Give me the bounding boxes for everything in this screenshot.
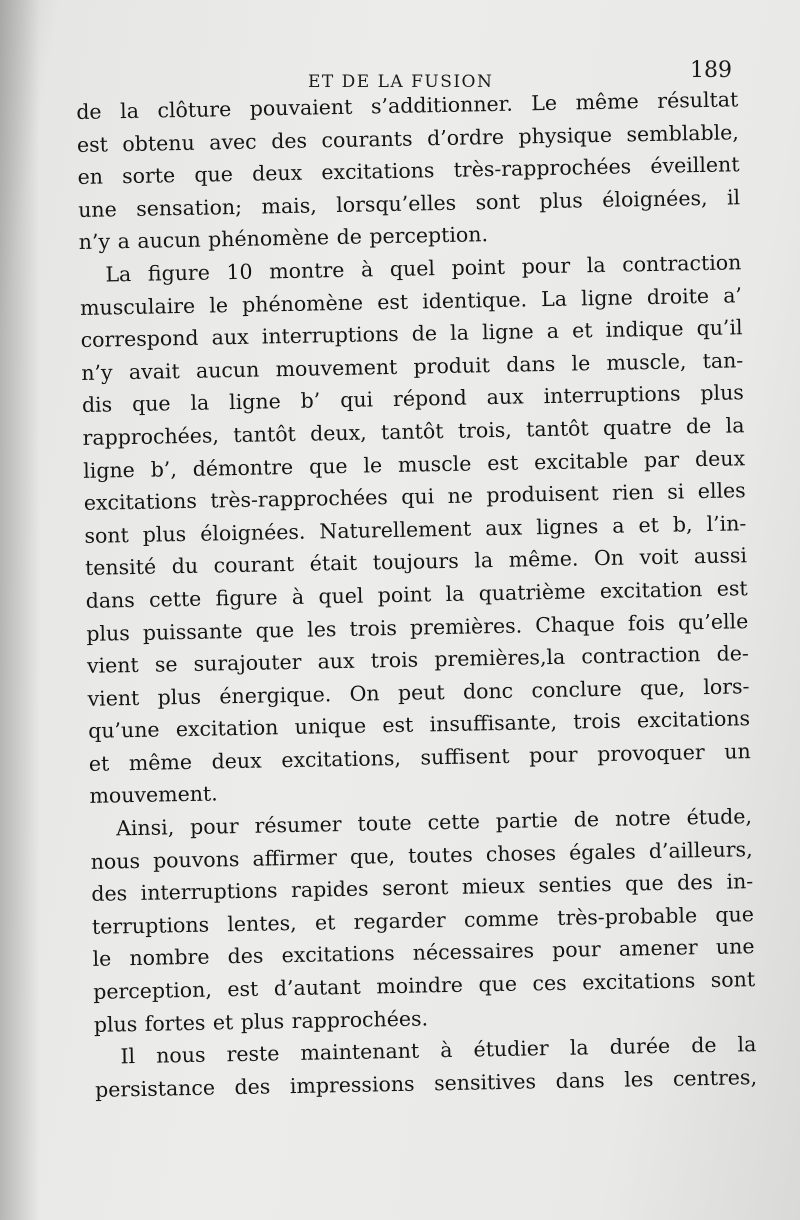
text-line: excitations très-rapprochées qui ne produisent rien si elles [83, 478, 746, 516]
text-line: en sorte que deux excitations très-rapprochées éveillent [77, 152, 740, 190]
text-line: musculaire le phénomène est identique. La ligne droite a’ [79, 282, 743, 320]
text-line: qu’une excitation unique est insuffisante, trois excitations [87, 706, 751, 744]
text-line: dis que la ligne b’ qui répond aux interruptions plus [81, 380, 745, 418]
text-line: n’y avait aucun mouvement produit dans le muscle, tan- [81, 347, 744, 385]
body-text [76, 83, 757, 1106]
text-line: Il nous reste maintenant à étudier la durée de la [120, 1032, 757, 1069]
text-line: tensité du courant était toujours la même. On voit aussi [84, 543, 748, 581]
text-line: rapprochées, tantôt deux, tantôt trois, tantôt quatre de la [82, 413, 745, 450]
text-line: des interruptions rapides seront mieux senties que des in- [91, 869, 754, 907]
text-line: n’y a aucun phénomène de perception. [78, 222, 489, 255]
text-line: terruptions lentes, et regarder comme très-probable que [91, 901, 755, 939]
text-line: vient plus énergique. On peut donc conclure que, lors- [87, 673, 750, 711]
text-line: persistance des impressions sensitives dans les centres, [94, 1064, 758, 1102]
running-title: ET DE LA FUSION [308, 72, 494, 92]
page-gutter-shadow [0, 0, 40, 1220]
text-line: La figure 10 montre à quel point pour la contraction [105, 250, 742, 287]
text-line: Ainsi, pour résumer toute cette partie de notre étude, [115, 804, 753, 841]
text-line: de la clôture pouvaient s’additionner. Le même résultat [76, 87, 739, 124]
text-line: correspond aux interruptions de la ligne a et indique qu’il [80, 315, 743, 353]
text-line: dans cette figure à quel point la quatrième excitation est [85, 576, 748, 613]
text-line: est obtenu avec des courants d’ordre physique semblable, [76, 119, 740, 157]
text-line: perception, est d’autant moindre que ces excitations sont [92, 967, 756, 1004]
text-line: et même deux excitations, suffisent pour provoquer un [88, 739, 751, 776]
text-line: nous pouvons affirmer que, toutes choses égales d’ailleurs, [90, 836, 753, 874]
text-line: mouvement. [89, 781, 218, 809]
text-line: plus fortes et plus rapprochées. [93, 1006, 429, 1037]
text-line: vient se surajouter aux trois premières,la contraction de- [86, 641, 750, 678]
text-line: plus puissante que les trois premières. Chaque fois qu’elle [86, 608, 749, 646]
page-number: 189 [690, 58, 732, 83]
text-line: une sensation; mais, lorsqu’elles sont plus éloignées, il [77, 185, 741, 222]
text-line: ligne b’, démontre que le muscle est excitable par deux [82, 445, 746, 483]
text-line: le nombre des excitations nécessaires pour amener une [92, 934, 755, 972]
text-line: sont plus éloignées. Naturellement aux lignes a et b, l’in- [84, 510, 747, 548]
